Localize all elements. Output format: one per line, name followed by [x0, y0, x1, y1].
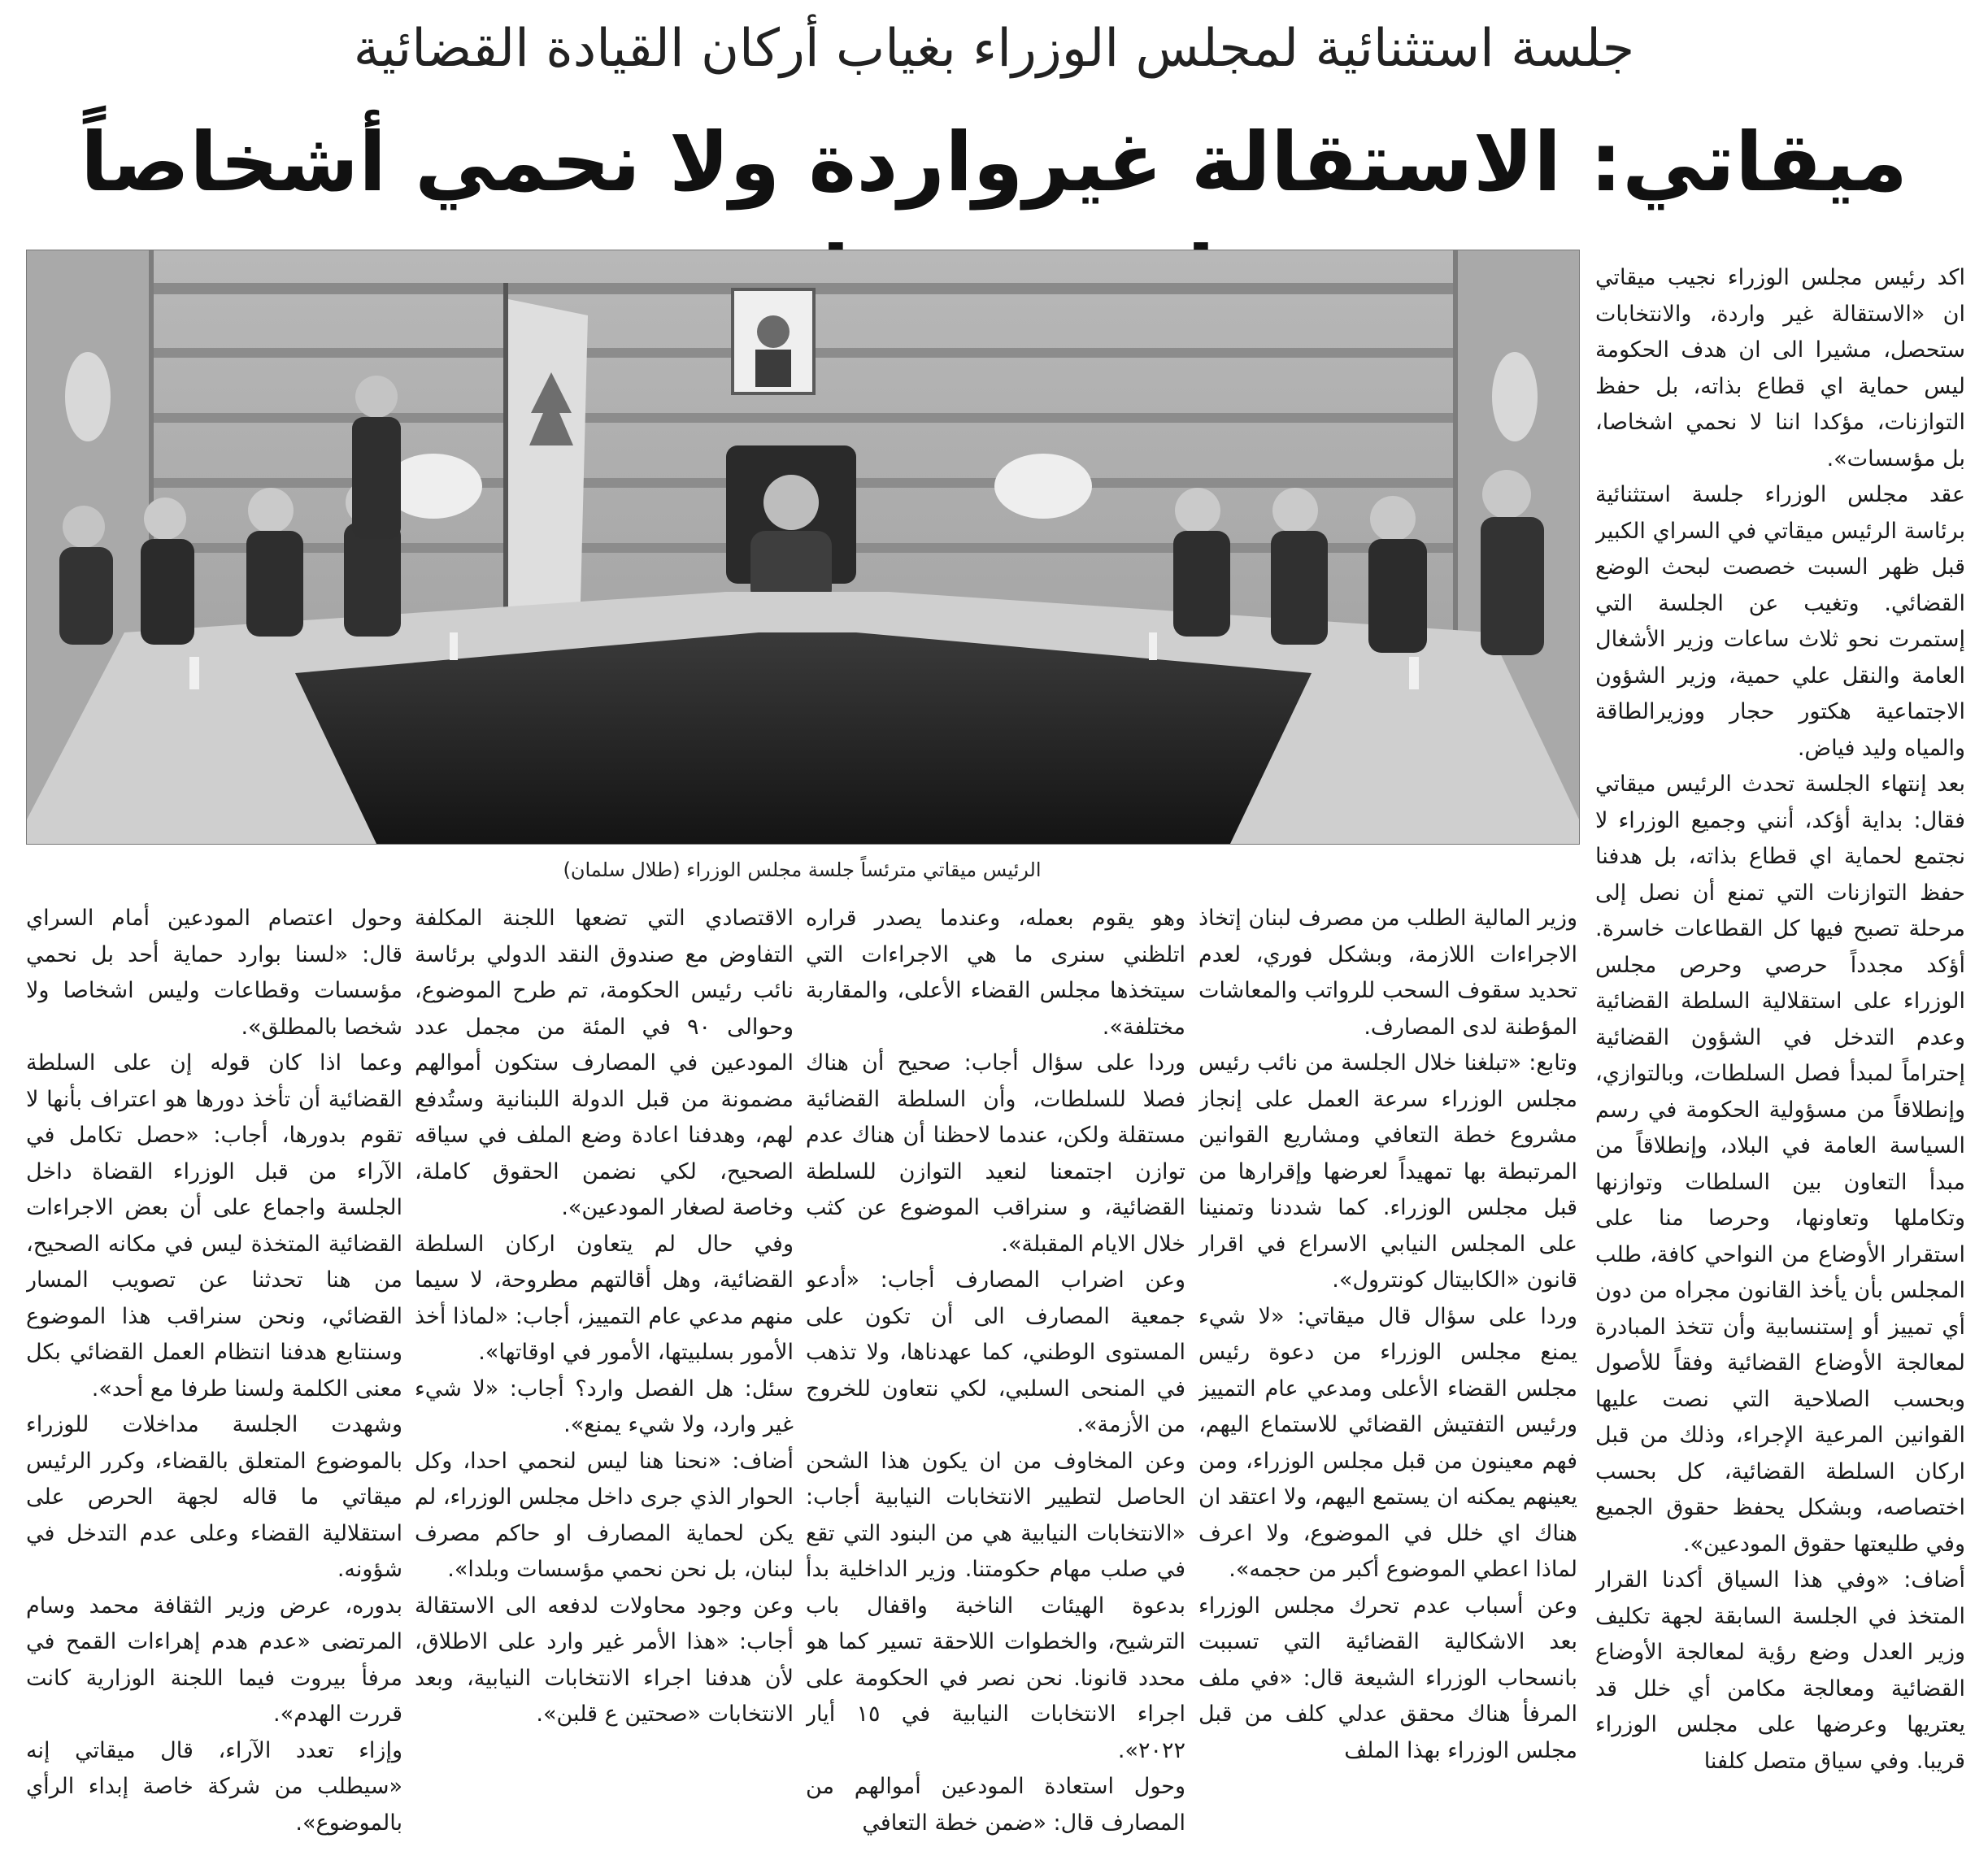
paragraph: أضاف: «نحنا هنا ليس لنحمي احدا، وكل الحوار الذي جرى داخل مجلس الوزراء، لم يكن لحماية المصارف او حاكم مصرف لبنان، بل نحن نحمي مؤسسات وبلدا». — [415, 1448, 794, 1582]
article-column-2 — [1198, 901, 1577, 1860]
cabinet-meeting-photo — [26, 250, 1580, 845]
paragraph: وهو يقوم بعمله، وعندما يصدر قراره اتلظني سنرى ما هي الاجراءات التي سيتخذها مجلس القضاء الأعلى، والمقاربة مختلفة». — [806, 906, 1185, 1040]
article-column-4 — [415, 901, 794, 1860]
paragraph: أضاف: «وفي هذا السياق أكدنا القرار المتخذ في الجلسة السابقة لجهة تكليف وزير العدل وضع رؤية لمعالجة الأوضاع القضائية ومعالجة مكامن أي خلل قد يعتريها وعرضها على مجلس الوزراء قريبا. وفي سياق متصل كلفنا — [1595, 1567, 1965, 1774]
paragraph: بدوره، عرض وزير الثقافة محمد وسام المرتضى «عدم هدم إهراءات القمح في مرفأ بيروت فيما اللجنة الوزارية كانت قررت الهدم». — [26, 1593, 402, 1727]
photo-caption: الرئيس ميقاتي مترئساً جلسة مجلس الوزراء (طلال سلمان) — [563, 858, 1042, 881]
paragraph: وشهدت الجلسة مداخلات للوزراء بالموضوع المتعلق بالقضاء، وكرر الرئيس ميقاتي ما قاله لجهة الحرص على استقلالية القضاء وعلى عدم التدخل في شؤونه. — [26, 1412, 402, 1582]
paragraph: سئل: هل الفصل وارد؟ أجاب: «لا شيء غير وارد، ولا شيء يمنع». — [415, 1375, 794, 1437]
article-kicker: جلسة استثنائية لمجلس الوزراء بغياب أركان القيادة القضائية — [353, 19, 1635, 79]
paragraph: وعن أسباب عدم تحرك مجلس الوزراء بعد الاشكالية القضائية التي تسببت بانسحاب الوزراء الشيعة قال: «في ملف المرفأ هناك محقق عدلي كلف من قبل مجلس الوزراء بهذا الملف — [1198, 1593, 1577, 1763]
paragraph: اكد رئيس مجلس الوزراء نجيب ميقاتي ان «الاستقالة غير واردة، والانتخابات ستحصل، مشيرا الى ان هدف الحكومة ليس حماية اي قطاع بذاته، بل حفظ التوازنات، مؤكدا اننا لا نحمي اشخاصا، بل مؤسسات». — [1595, 265, 1965, 472]
paragraph: الاقتصادي التي تضعها اللجنة المكلفة التفاوض مع صندوق النقد الدولي برئاسة نائب رئيس الحكومة، تم طرح الموضوع، وحوالى ٩٠ في المئة من مجمل عدد المودعين في المصارف ستكون أموالهم مضمونة من قبل الدولة اللبنانية وستُدفع لهم، وهدفنا اعادة وضع الملف في سياقه الصحيح، لكي نضمن الحقوق كاملة، وخاصة لصغار المودعين». — [415, 906, 794, 1220]
paragraph: عقد مجلس الوزراء جلسة استثنائية برئاسة الرئيس ميقاتي في السراي الكبير قبل ظهر السبت خصصت لبحث الوضع القضائي. وتغيب عن الجلسة التي إستمرت نحو ثلاث ساعات وزير الأشغال العامة والنقل علي حمية، وزير الشؤون الاجتماعية هكتور حجار ووزيرالطاقة والمياه وليد فياض. — [1595, 482, 1965, 761]
article-column-5 — [26, 901, 402, 1860]
article-headline: ميقاتي: الاستقالة غيرواردة ولا نحمي أشخاصاً — [80, 115, 1908, 210]
paragraph: وردا على سؤال أجاب: صحيح أن هناك فصلا للسلطات، وأن السلطة القضائية مستقلة ولكن، عندما لاحظنا أن هناك عدم توازن اجتمعنا لنعيد التوازن للسلطة القضائية، و سنراقب الموضوع عن كثب خلال الايام المقبلة». — [806, 1050, 1185, 1257]
paragraph: وردا على سؤال قال ميقاتي: «لا شيء يمنع مجلس الوزراء من دعوة رئيس مجلس القضاء الأعلى ومدعي عام التمييز ورئيس التفتيش القضائي للاستماع اليهم، فهم معينون من قبل مجلس الوزراء، ومن يعينهم يمكنه ان يستمع اليهم، ولا اعتقد ان هناك اي خلل في الموضوع، ولا اعرف لماذا اعطي الموضوع أكبر من حجمه». — [1198, 1303, 1577, 1582]
paragraph: وحول استعادة المودعين أموالهم من المصارف قال: «ضمن خطة التعافي — [806, 1774, 1185, 1836]
paragraph: وتابع: «تبلغنا خلال الجلسة من نائب رئيس مجلس الوزراء سرعة العمل على إنجاز مشروع خطة التعافي ومشاريع القوانين المرتبطة بها تمهيداً لعرضها وإقرارها من قبل مجلس الوزراء. كما شددنا وتمنينا على المجلس النيابي الاسراع في اقرار قانون «الكابيتال كونترول». — [1198, 1050, 1577, 1293]
paragraph: وحول اعتصام المودعين أمام السراي قال: «لسنا بوارد حماية أحد بل نحمي مؤسسات وقطاعات وليس اشخاصا ولا شخصا بالمطلق». — [26, 906, 402, 1040]
article-column-1 — [1595, 260, 1965, 1860]
paragraph: وعن وجود محاولات لدفعه الى الاستقالة أجاب: «هذا الأمر غير وارد على الاطلاق، لأن هدفنا اجراء الانتخابات النيابية، وبعد الانتخابات «صحتين ع قلبن». — [415, 1593, 794, 1727]
paragraph: وفي حال لم يتعاون اركان السلطة القضائية، وهل أقالتهم مطروحة، لا سيما منهم مدعي عام التمييز، أجاب: «لماذا أخذ الأمور بسلبيتها، الأمور في اوقاتها». — [415, 1231, 794, 1365]
paragraph: بعد إنتهاء الجلسة تحدث الرئيس ميقاتي فقال: بداية أؤكد، أنني وجميع الوزراء لا نجتمع لحماية اي قطاع بذاته، بل هدفنا حفظ التوازنات التي تمنع أن نصل إلى مرحلة تصبح فيها كل القطاعات خاسرة. أؤكد مجدداً حرصي وحرص مجلس الوزراء على استقلالية السلطة القضائية وعدم التدخل في الشؤون القضائية إحتراماً لمبدأ فصل السلطات، وبالتوازي، وإنطلاقاً من مسؤولية الحكومة في رسم السياسة العامة في البلاد، وإنطلاقاً من مبدأ التعاون بين السلطات وتوازنها وتكاملها وتعاونها، وحرصا منا على استقرار الأوضاع من النواحي كافة، طلب المجلس بأن يأخذ القانون مجراه من دون أي تمييز أو إستنسابية وأن تتخذ المبادرة لمعالجة الأوضاع القضائية وفقاً للأصول وبحسب الصلاحية التي نصت عليها القوانين المرعية الإجراء، وذلك من قبل اركان السلطة القضائية، كل بحسب اختصاصه، وبشكل يحفظ حقوق الجميع وفي طليعتها حقوق المودعين». — [1595, 771, 1965, 1557]
article-column-3 — [806, 901, 1185, 1860]
paragraph: وعن اضراب المصارف أجاب: «أدعو جمعية المصارف الى أن تكون على المستوى الوطني، كما عهدناها، ولا تذهب في المنحى السلبي، لكي نتعاون للخروج من الأزمة». — [806, 1267, 1185, 1437]
paragraph: وعما اذا كان قوله إن على السلطة القضائية أن تأخذ دورها هو اعتراف بأنها لا تقوم بدورها، أجاب: «حصل تكامل في الآراء من قبل الوزراء القضاة داخل الجلسة واجماع على أن بعض الاجراءات القضائية المتخذة ليس في مكانه الصحيح، من هنا تحدثنا عن تصويب المسار القضائي، ونحن سنراقب هذا الموضوع وسنتابع هدفنا انتظام العمل القضائي بكل معنى الكلمة ولسنا طرفا مع أحد». — [26, 1050, 402, 1402]
paragraph: وعن المخاوف من ان يكون هذا الشحن الحاصل لتطيير الانتخابات النيابية أجاب: «الانتخابات النيابية هي من البنود التي تقع في صلب مهام حكومتنا. وزير الداخلية بدأ بدعوة الهيئات الناخبة واقفال باب الترشيح، والخطوات اللاحقة تسير كما هو محدد قانونا. نحن نصر في الحكومة على اجراء الانتخابات النيابية في ١٥ أيار ٢٠٢٢». — [806, 1448, 1185, 1763]
paragraph: وإزاء تعدد الآراء، قال ميقاتي إنه «سيطلب من شركة خاصة إبداء الرأي بالموضوع». — [26, 1737, 402, 1836]
paragraph: وزير المالية الطلب من مصرف لبنان إتخاذ الاجراءات اللازمة، وبشكل فوري، لعدم تحديد سقوف السحب للرواتب والمعاشات المؤطنة لدى المصارف. — [1198, 906, 1577, 1040]
